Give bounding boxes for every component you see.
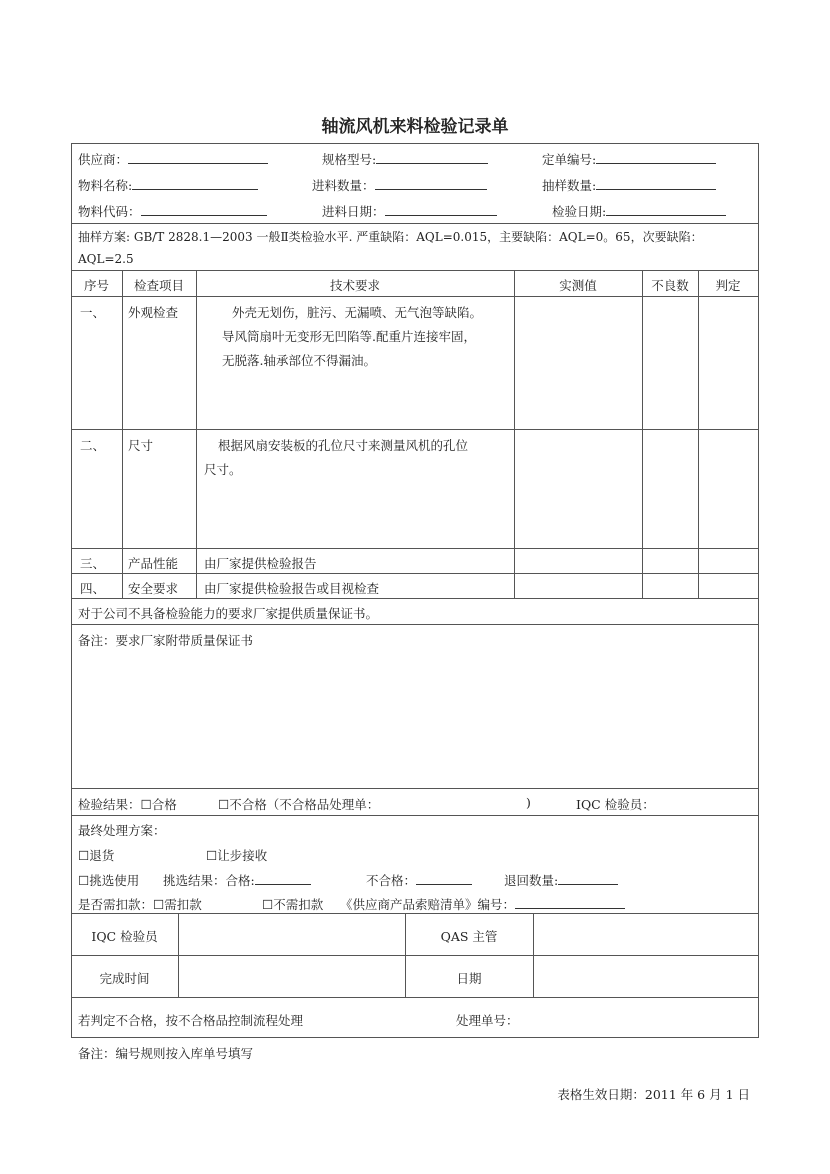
row-1-no: 一、 [80, 305, 106, 320]
material-name-label: 物料名称: [78, 178, 133, 193]
sort-pass-field[interactable] [163, 871, 311, 889]
material-code-label: 物料代码： [78, 204, 141, 219]
result-close-paren: ) [526, 795, 531, 810]
qas-sign-label: QAS 主管 [440, 929, 498, 944]
claim-no-label: 《供应商产品索赔清单》编号： [340, 897, 516, 912]
spec-field[interactable] [322, 150, 488, 168]
order-no-field[interactable] [542, 150, 716, 168]
col-header-item: 检查项目 [133, 278, 184, 293]
return-qty-label: 退回数量: [504, 873, 559, 888]
iqc-inspector-label: IQC 检验员： [576, 797, 655, 812]
material-code-field[interactable] [78, 202, 267, 220]
row-2-no: 二、 [80, 438, 106, 453]
row-2-req-line: 根据风扇安装板的孔位尺寸来测量风机的孔位 [218, 438, 469, 453]
ncr-note: 若判定不合格，按不合格品控制流程处理 [78, 1013, 304, 1028]
col-header-judgment: 判定 [715, 278, 741, 293]
col-header-measured: 实测值 [559, 278, 597, 293]
return-qty-field[interactable] [504, 871, 618, 889]
page-title: 轴流风机来料检验记录单 [321, 117, 509, 137]
handle-no-label: 处理单号： [456, 1013, 519, 1028]
result-pass-checkbox[interactable]: 检验结果：☐合格 [78, 797, 177, 812]
row-3-req-line: 由厂家提供检验报告 [204, 556, 317, 571]
sample-qty-field[interactable] [542, 176, 716, 194]
result-fail-checkbox[interactable]: ☐不合格（不合格品处理单： [218, 797, 380, 812]
sort-fail-label: 不合格： [366, 873, 417, 888]
row-4-no: 四、 [80, 581, 106, 596]
row-2-item: 尺寸 [128, 438, 154, 453]
inspect-date-field[interactable] [552, 202, 726, 220]
row-1-req-line: 导风筒扇叶无变形无凹陷等.配重片连接牢固， [222, 329, 476, 344]
spec-label: 规格型号: [322, 152, 377, 167]
sampling-plan-line1: 抽样方案: GB/T 2828.1—2003 一般Ⅱ类检验水平. 严重缺陷：AQL=0.015，主要缺陷：AQL=0。65，次要缺陷： [78, 230, 703, 244]
incoming-qty-field[interactable] [312, 176, 487, 194]
row-1-req-line: 无脱落.轴承部位不得漏油。 [222, 353, 376, 368]
col-header-requirement: 技术要求 [329, 278, 380, 293]
material-name-field[interactable] [78, 176, 258, 194]
no-deduct-checkbox[interactable]: ☐不需扣款 [262, 897, 324, 912]
claim-no-field[interactable] [340, 895, 625, 913]
iqc-sign-label: IQC 检验员 [91, 929, 158, 944]
col-header-no: 序号 [83, 278, 109, 293]
sampling-plan-line2: AQL=2.5 [78, 252, 134, 266]
inspect-date-label: 检验日期: [552, 204, 607, 219]
row-1-req-line: 外壳无划伤，脏污、无漏喷、无气泡等缺陷。 [232, 305, 483, 320]
supplier-label: 供应商： [78, 152, 129, 167]
date-label: 日期 [456, 971, 482, 986]
incoming-qty-label: 进料数量： [312, 178, 375, 193]
incoming-date-field[interactable] [322, 202, 497, 220]
row-4-req-line: 由厂家提供检验报告或目视检查 [204, 581, 380, 596]
row-1-item: 外观检查 [128, 305, 179, 320]
row-3-item: 产品性能 [128, 556, 179, 571]
row-2-req-line: 尺寸。 [204, 462, 242, 477]
incoming-date-label: 进料日期： [322, 204, 385, 219]
row-4-item: 安全要求 [128, 581, 179, 596]
sample-qty-label: 抽样数量: [542, 178, 597, 193]
order-no-label: 定单编号: [542, 152, 597, 167]
row-3-no: 三、 [80, 556, 106, 571]
footer-note: 备注：编号规则按入库单号填写 [78, 1046, 254, 1061]
sort-pass-label: 挑选结果：合格: [163, 873, 255, 888]
supplier-field[interactable] [78, 150, 268, 168]
done-time-label: 完成时间 [99, 971, 150, 986]
final-plan-title: 最终处理方案： [78, 823, 166, 838]
deduct-checkbox[interactable]: 是否需扣款：☐需扣款 [78, 897, 202, 912]
return-checkbox[interactable]: ☐退货 [78, 848, 115, 863]
guarantee-note: 对于公司不具备检验能力的要求厂家提供质量保证书。 [78, 606, 379, 621]
sort-fail-field[interactable] [366, 871, 472, 889]
remarks: 备注：要求厂家附带质量保证书 [78, 633, 254, 648]
concession-checkbox[interactable]: ☐让步接收 [206, 848, 268, 863]
sort-use-checkbox[interactable]: ☐挑选使用 [78, 873, 140, 888]
col-header-defects: 不良数 [651, 278, 689, 293]
effective-date: 表格生效日期：2011 年 6 月 1 日 [557, 1087, 750, 1102]
